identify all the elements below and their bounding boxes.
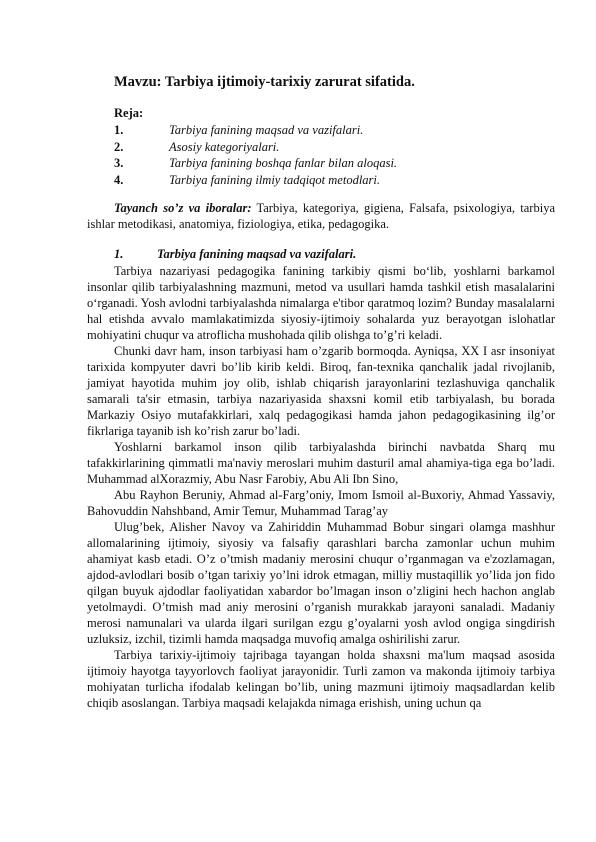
plan-item	[114, 140, 554, 157]
plan-item-number: 4.	[114, 172, 124, 187]
body-paragraph: Tarbiya nazariyasi pedagogika fanining tarkibiy qismi bo‘lib, yoshlarni barkamol insonlar qilib tarbiyalashning mazmuni, metod va usullari hamda tashkil etish masalalarini o‘rganadi. Yosh avlodni tarbiyalashda nimalarga e'tibor qaratmoq lozim? Bunday masalalarni hal etishda avvalo mamlakatimizda siyosiy-ijtimoiy sohalarda yuz berayotgan islohatlar mohiyatini chuqur va atroflicha mushohada qilib olishga to’g’ri keladi.	[87, 264, 555, 342]
plan-item	[114, 123, 554, 140]
section-number: 1.	[114, 247, 124, 261]
body-paragraph: Yoshlarni barkamol inson qilib tarbiyalashda birinchi navbatda Sharq mu tafakkirlarining qimmatli ma'naviy meroslari muhim dasturil amal ahamiya-tiga ega bo’ladi. Muhammad alXorazmiy, Abu Nasr Farobiy, Abu Ali Ibn Sino,	[87, 440, 555, 486]
plan-item-number: 2.	[114, 139, 124, 154]
plan-item-number: 3.	[114, 156, 124, 170]
plan-label: Reja:	[114, 106, 144, 120]
plan-item	[114, 156, 554, 173]
section-heading	[114, 247, 356, 262]
plan-list	[114, 123, 554, 189]
body-paragraph: Tarbiya tarixiy-ijtimoiy tajribaga tayangan holda shaxsni ma'lum maqsad asosida ijtimoiy hayotga tayyorlovch faoliyat jarayonidir. Turli zamon va makonda ijtimoiy tarbiya mohiyatan turlicha ifodalab kelingan bo’lib, uning mazmuni ijtimoiy maqsadlardan kelib chiqib asoslangan. Tarbiya maqsadi kelajakda nimaga erishish, uning uchun qa	[87, 648, 555, 710]
section-title: Tarbiya fanining maqsad va vazifalari.	[157, 247, 357, 261]
keywords-label: Tayanch so’z va iboralar:	[114, 201, 252, 215]
plan-item	[114, 173, 554, 190]
main-text	[87, 263, 555, 711]
keywords-paragraph	[87, 200, 555, 232]
plan-item-text: Tarbiya fanining maqsad va vazifalari.	[169, 123, 364, 137]
document-title: Mavzu: Tarbiya ijtimoiy-tarixiy zarurat sifatida.	[114, 74, 415, 90]
keywords-text: Tarbiya, kategoriya, gigiena, Falsafa, psixologiya, tarbiya ishlar metodikasi, anatomiya, fiziologiya, etika, pedagogika.	[87, 201, 555, 231]
body-paragraph: Ulug’bek, Alisher Navoy va Zahiriddin Muhammad Bobur singari olamga mashhur allomalarining ijtimoiy, siyosiy va falsafiy qarashlari barcha zamonlar uchun muhim ahamiyat kasb etadi. O’z o’tmish madaniy merosini chuqur o’rganmagan va e'zozlamagan, ajdod-avlodlari bosib o’tgan tarixiy yo’lni idrok etmagan, milliy mustaqillik yo’lida jon fido qilgan buyuk ajdodlar faoliyatidan xabardor bo’lmagan inson o’zligini hech hachon anglab yetolmaydi. O’tmish mad aniy merosini o’rganish murakkab jarayoni sanaladi. Madaniy merosi namunalari va ularda ilgari surilgan ezgu g’oyalarni yosh avlod ongiga singdirish uzluksiz, izchil, tizimli hamda maqsadga muvofiq amalga oshirilishi zarur.	[87, 520, 555, 646]
plan-item-text: Tarbiya fanining ilmiy tadqiqot metodlari.	[169, 172, 381, 187]
body-paragraph: Abu Rayhon Beruniy, Ahmad al-Farg’oniy, Imom Ismoil al-Buxoriy, Ahmad Yassaviy, Bahovuddin Nahshband, Amir Temur, Muhammad Tarag’ay	[87, 488, 555, 518]
plan-item-text: Tarbiya fanining boshqa fanlar bilan aloqasi.	[169, 156, 398, 170]
plan-item-text: Asosiy kategoriyalari.	[169, 139, 280, 154]
plan-item-number: 1.	[114, 123, 124, 137]
body-paragraph: Chunki davr ham, inson tarbiyasi ham o’zgarib bormoqda. Ayniqsa, XX I asr insoniyat tarixida kompyuter davri bo’lib kirib keldi. Biroq, fan-texnika qanchalik jadal rivojlanib, jamiyat hayotida muhim joy olib, ishlab chiqarish jarayonlarini tezlashuviga qanchalik samarali ta'sir etmasin, tarbiya nazariyasida shaxsni komil etib tarbiyalash, bu borada Markaziy Osiyo mutafakkirlari, xalq pedagogikasi hamda jahon pedagogikasining ilg’or fikrlariga tayanib ish ko’rish zarur bo’ladi.	[87, 344, 555, 438]
